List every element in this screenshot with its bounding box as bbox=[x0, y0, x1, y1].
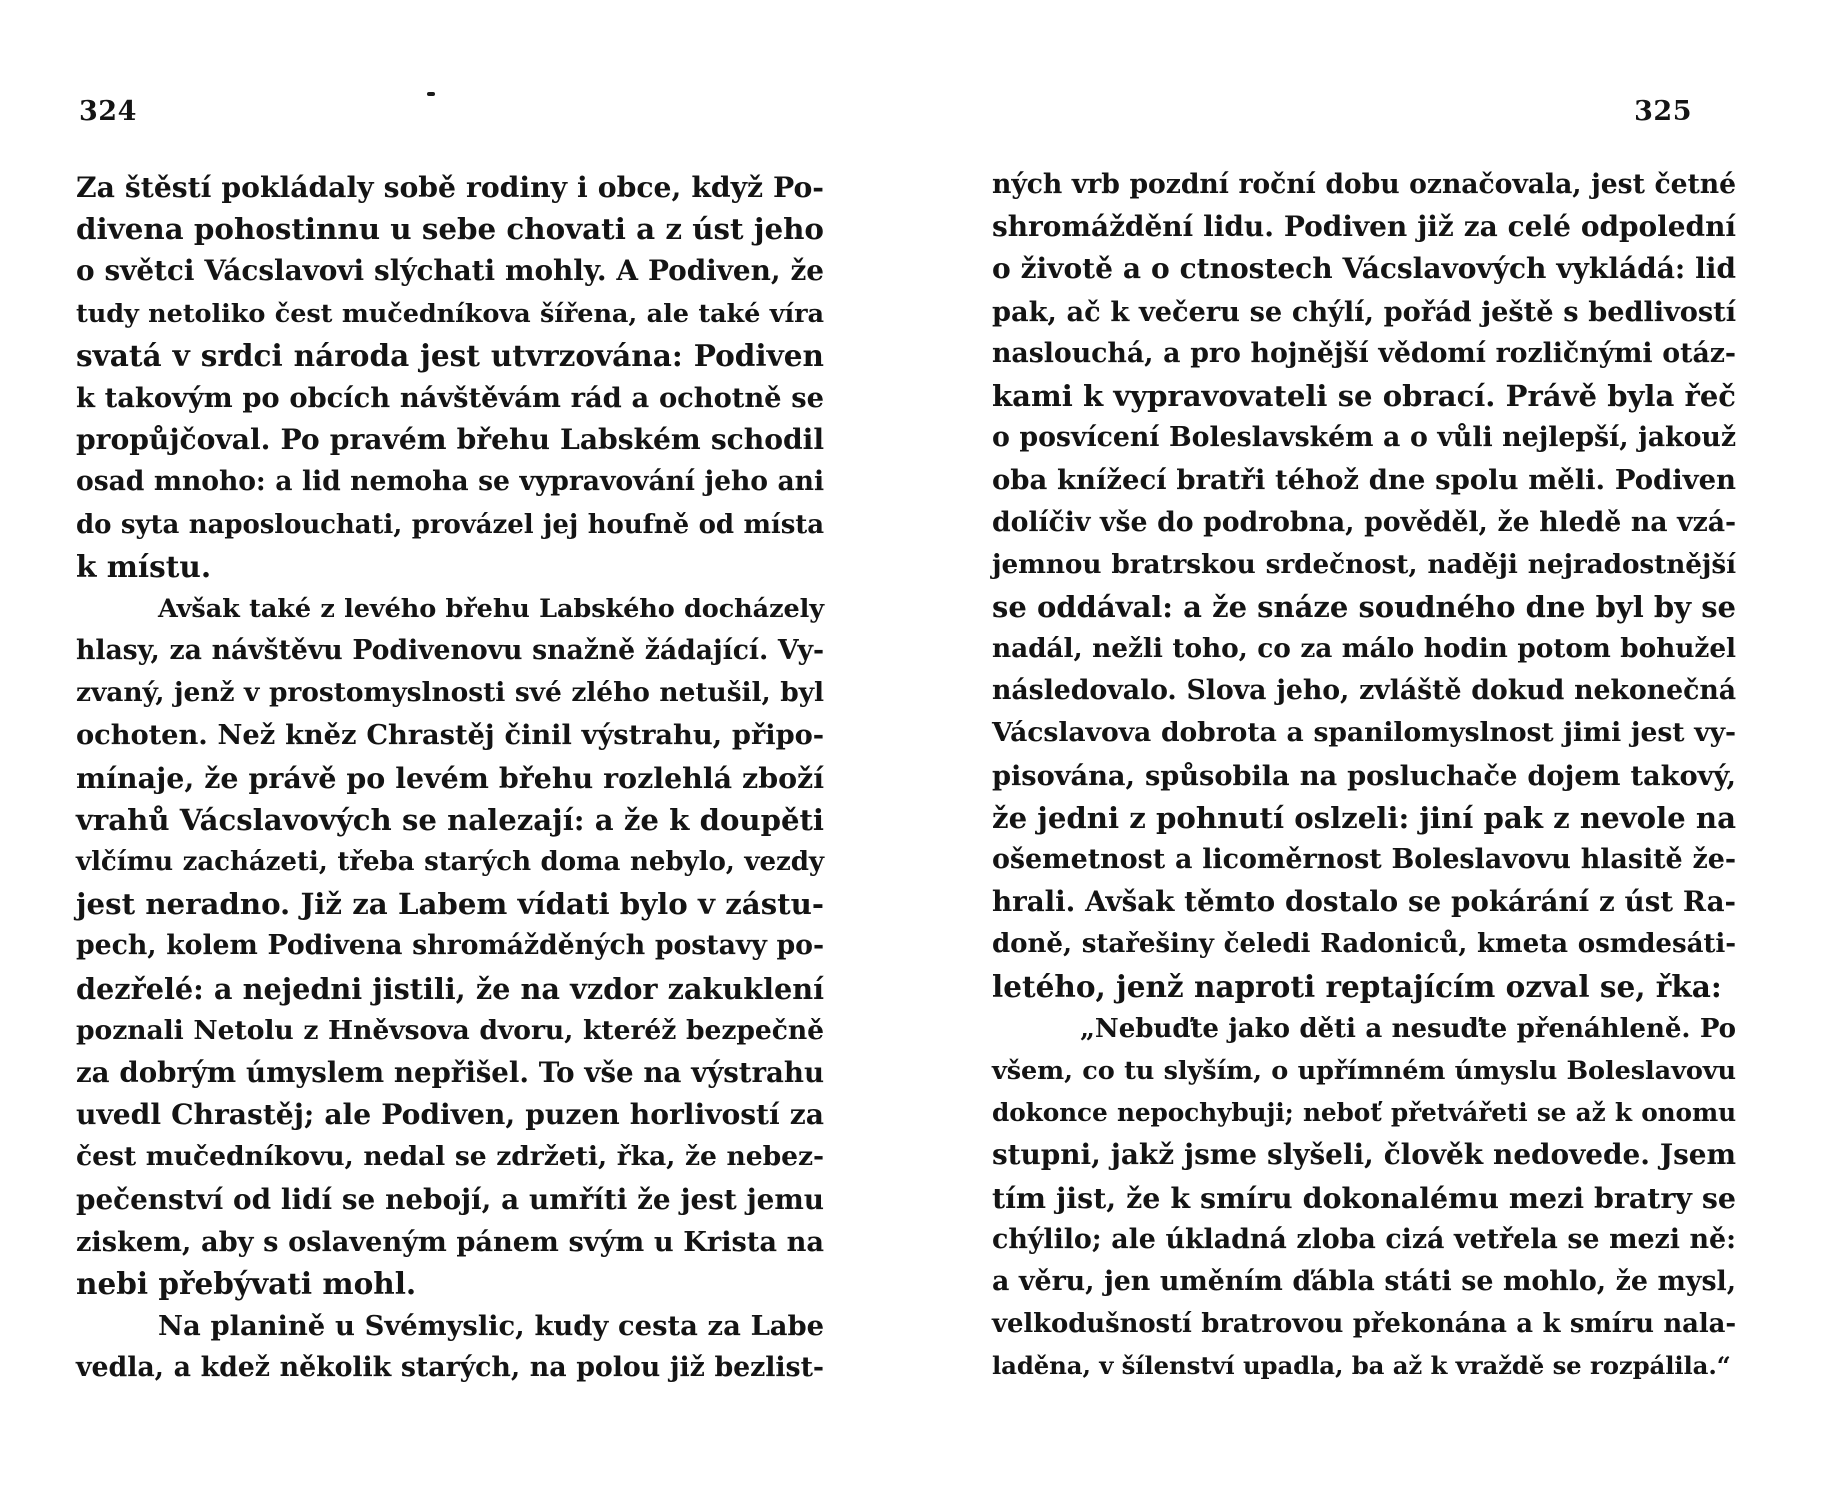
text-line: velkodušností bratrovou překonána a k smíru nala- bbox=[992, 1309, 1736, 1340]
body-text bbox=[992, 164, 1736, 1387]
text-line: a věru, jen uměním ďábla státi se mohlo, že mysl, bbox=[992, 1265, 1736, 1297]
text-line: Za štěstí pokládaly sobě rodiny i obce, když Po- bbox=[76, 170, 824, 204]
text-line: chýlilo; ale úkladná zloba cizá vetřela se mezi ně: bbox=[992, 1223, 1736, 1255]
text-line: stupni, jakž jsme slyšeli, člověk nedovede. Jsem bbox=[992, 1138, 1736, 1172]
text-line: pečenství od lidí se nebojí, a umříti že jest jemu bbox=[76, 1182, 824, 1216]
text-line: doně, stařešiny čeledi Radoniců, kmeta osmdesáti- bbox=[992, 928, 1736, 960]
text-line: svatá v srdci národa jest utvrzována: Podiven bbox=[76, 337, 824, 373]
text-line: pech, kolem Podivena shromážděných postavy po- bbox=[76, 930, 824, 962]
text-line: se oddával: a že snáze soudného dne byl by se bbox=[992, 589, 1736, 624]
text-line: „Nebuďte jako děti a nesuďte přenáhleně. Po bbox=[1080, 1013, 1736, 1044]
text-line: o životě a o ctnostech Vácslavových vykládá: lid bbox=[992, 252, 1736, 286]
text-line: tím jist, že k smíru dokonalému mezi bratry se bbox=[992, 1180, 1736, 1215]
text-line: pak, ač k večeru se chýlí, pořád ještě s bedlivostí bbox=[992, 295, 1736, 328]
body-text bbox=[76, 166, 824, 1389]
text-line: pisována, spůsobila na posluchače dojem takový, bbox=[992, 759, 1736, 792]
text-line: ochoten. Než kněz Chrastěj činil výstrahu, připo- bbox=[76, 719, 824, 752]
right-page bbox=[912, 0, 1736, 1500]
text-line: uvedl Chrastěj; ale Podiven, puzen horlivostí za bbox=[76, 1098, 824, 1132]
print-speck bbox=[427, 92, 435, 96]
text-line: o světci Vácslavovi slýchati mohly. A Podiven, že bbox=[76, 254, 824, 288]
text-line: poznali Netolu z Hněvsova dvoru, kteréž bezpečně bbox=[76, 1014, 824, 1046]
text-line: mínaje, že právě po levém břehu rozlehlá zboží bbox=[76, 760, 824, 795]
text-line: laděna, v šílenství upadla, ba až k vraždě se rozpálila.“ bbox=[992, 1351, 1731, 1381]
text-line: vlčímu zacházeti, třeba starých doma nebylo, vezdy bbox=[76, 847, 824, 877]
text-line: propůjčoval. Po pravém břehu Labském schodil bbox=[76, 423, 824, 457]
text-line: Avšak také z levého břehu Labského docházely bbox=[158, 593, 824, 624]
text-line: všem, co tu slyším, o upřímném úmyslu Boleslavovu bbox=[992, 1055, 1736, 1086]
page-number: 324 bbox=[79, 96, 137, 127]
text-line: do syta naposlouchati, provázel jej houfně od místa bbox=[76, 509, 824, 540]
text-line: kami k vypravovateli se obrací. Právě byla řeč bbox=[992, 378, 1736, 413]
left-page bbox=[0, 0, 824, 1500]
text-line: tudy netoliko čest mučedníkova šířena, ale také víra bbox=[76, 298, 824, 329]
text-line: dezřelé: a nejedni jistili, že na vzdor zakuklení bbox=[76, 971, 824, 1006]
text-line: nadál, nežli toho, co za málo hodin potom bohužel bbox=[992, 633, 1736, 665]
text-line: letého, jenž naproti reptajícím ozval se, řka: bbox=[992, 968, 1722, 1004]
text-line: naslouchá, a pro hojnější vědomí rozličnými otáz- bbox=[992, 337, 1736, 369]
text-line: dokonce nepochybuji; neboť přetvářeti se až k onomu bbox=[992, 1098, 1736, 1128]
text-line: čest mučedníkovu, nedal se zdržeti, řka, že nebez- bbox=[76, 1141, 824, 1173]
text-line: že jedni z pohnutí oslzeli: jiní pak z nevole na bbox=[992, 800, 1736, 835]
text-line: ných vrb pozdní roční dobu označovala, jest četné bbox=[992, 169, 1736, 200]
text-line: vrahů Vácslavových se nalezají: a že k doupěti bbox=[76, 802, 824, 837]
text-line: Vácslavova dobrota a spanilomyslnost jimi jest vy- bbox=[992, 717, 1736, 749]
text-line: Na planině u Svémyslic, kudy cesta za Labe bbox=[158, 1310, 824, 1343]
page-number: 325 bbox=[1634, 96, 1692, 127]
text-line: shromáždění lidu. Podiven již za celé odpolední bbox=[992, 210, 1736, 244]
text-line: o posvícení Boleslavském a o vůli nejlepší, jakouž bbox=[992, 422, 1736, 454]
text-line: ziskem, aby s oslaveným pánem svým u Krista na bbox=[76, 1225, 824, 1258]
text-line: nebi přebývati mohl. bbox=[76, 1265, 417, 1301]
text-line: za dobrým úmyslem nepřišel. To vše na výstrahu bbox=[76, 1055, 824, 1089]
text-line: hrali. Avšak těmto dostalo se pokárání z úst Ra- bbox=[992, 885, 1736, 919]
text-line: zvaný, jenž v prostomyslnosti své zlého netušil, byl bbox=[76, 677, 824, 709]
text-line: oba knížecí bratři téhož dne spolu měli. Podiven bbox=[992, 464, 1736, 497]
text-line: osad mnoho: a lid nemoha se vypravování jeho ani bbox=[76, 466, 824, 498]
text-line: jest neradno. Již za Labem vídati bylo v zástu- bbox=[76, 887, 824, 922]
text-line: jemnou bratrskou srdečnost, naději nejradostnější bbox=[992, 548, 1736, 580]
text-line: divena pohostinnu u sebe chovati a z úst jeho bbox=[76, 211, 824, 247]
text-line: ošemetnost a licoměrnost Boleslavovu hlasitě že- bbox=[992, 844, 1736, 875]
text-line: dolíčiv vše do podrobna, pověděl, že hledě na vzá- bbox=[992, 506, 1736, 538]
text-line: hlasy, za návštěvu Podivenovu snažně žádající. Vy- bbox=[76, 635, 824, 667]
text-line: k místu. bbox=[76, 548, 212, 584]
text-line: vedla, a kdež několik starých, na polou již bezlist- bbox=[76, 1352, 824, 1384]
text-line: následovalo. Slova jeho, zvláště dokud nekonečná bbox=[992, 675, 1736, 707]
text-line: k takovým po obcích návštěvám rád a ochotně se bbox=[76, 381, 824, 414]
